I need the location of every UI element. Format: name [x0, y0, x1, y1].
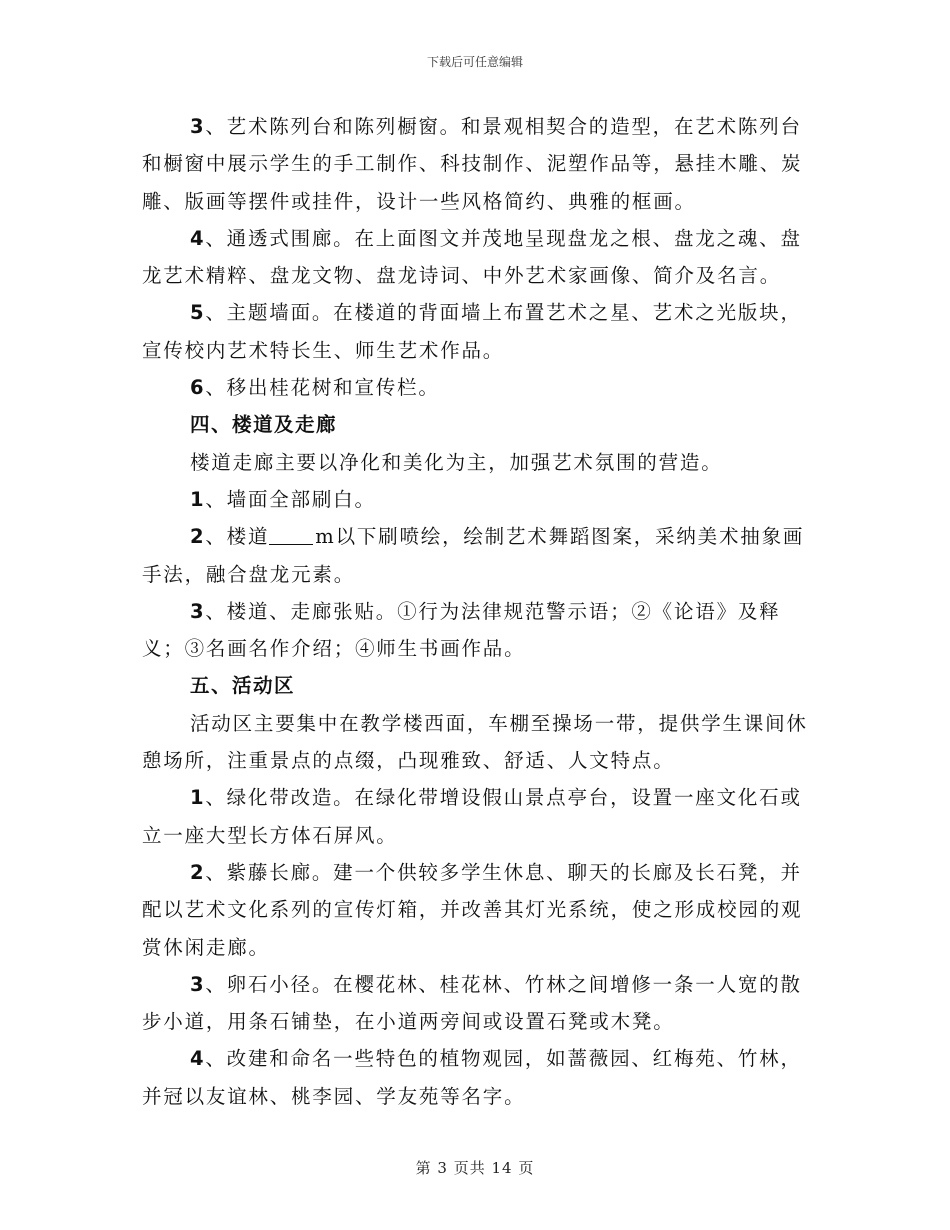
paragraph-text: 、主题墙面。在楼道的背面墙上布置艺术之星、艺术之光版块，宣传校内艺术特长生、师生艺术作品。 — [142, 301, 802, 362]
paragraph-text: 、卵石小径。在樱花林、桂花林、竹林之间增修一条一人宽的散步小道，用条石铺垫，在小道两旁间或设置石凳或木凳。 — [142, 972, 802, 1034]
section-5-item-2 — [142, 854, 817, 966]
section-4-item-2 — [142, 518, 817, 593]
unit-label: m — [315, 525, 336, 549]
item-number: 3 — [190, 972, 206, 996]
paragraph-text: 、通透式围廊。在上面图文并茂地呈现盘龙之根、盘龙之魂、盘龙艺术精粹、盘龙文物、盘龙诗词、中外艺术家画像、简介及名言。 — [142, 226, 802, 288]
paragraph-text: 、楼道 — [205, 525, 270, 549]
paragraph-text: 以下刷喷绘，绘制艺术舞蹈图案，采纳美术抽象画手法，融合盘龙元素。 — [142, 525, 805, 586]
item-number: 1 — [190, 487, 206, 511]
page-number: 第 3 页共 14 页 — [415, 1159, 535, 1177]
paragraph-item-6 — [142, 369, 817, 406]
section-4-intro: 楼道走廊主要以净化和美化为主，加强艺术氛围的营造。 — [190, 450, 723, 474]
paragraph-text: 、艺术陈列台和陈列橱窗。和景观相契合的造型，在艺术陈列台和橱窗中展示学生的手工制作、科技制作、泥塑作品等，悬挂木雕、炭雕、版画等摆件或挂件，设计一些风格简约、典雅的框画。 — [142, 115, 803, 213]
section-4-item-3 — [142, 593, 817, 668]
item-number: 2 — [190, 525, 206, 549]
item-number: 2 — [190, 860, 206, 884]
item-number: 1 — [190, 786, 206, 810]
item-number: 3 — [190, 115, 206, 138]
section-5-item-1 — [142, 779, 817, 854]
paragraph-text: 、楼道、走廊张贴。①行为法律规范警示语；②《论语》及释义；③名画名作介绍；④师生书画作品。 — [142, 599, 781, 661]
section-heading-4: 四、楼道及走廊 — [190, 413, 338, 437]
paragraph-text: 、移出桂花树和宣传栏。 — [205, 376, 440, 400]
paragraph-text: 、紫藤长廊。建一个供较多学生休息、聊天的长廊及长石凳，并配以艺术文化系列的宣传灯箱，并改善其灯光系统，使之形成校园的观赏休闲走廊。 — [142, 860, 803, 959]
section-5-item-4 — [142, 1040, 817, 1115]
paragraph-item-4 — [142, 220, 817, 295]
paragraph-text: 、改建和命名一些特色的植物观园，如蔷薇园、红梅苑、竹林，并冠以友谊林、桃李园、学友苑等名字。 — [142, 1047, 802, 1108]
item-number: 5 — [190, 301, 206, 325]
item-number: 4 — [190, 226, 206, 250]
section-heading-5: 五、活动区 — [190, 674, 296, 698]
paragraph-item-5 — [142, 294, 817, 369]
paragraph-item-3 — [142, 108, 817, 220]
section-5-intro: 活动区主要集中在教学楼西面，车棚至操场一带，提供学生课间休憩场所，注重景点的点缀，凸现雅致、舒适、人文特点。 — [142, 711, 808, 773]
item-number: 6 — [190, 376, 206, 400]
paragraph-text: 、绿化带改造。在绿化带增设假山景点亭台，设置一座文化石或立一座大型长方体石屏风。 — [142, 786, 802, 847]
section-5-item-3 — [142, 966, 817, 1041]
document-body — [142, 108, 817, 1115]
item-number: 3 — [190, 599, 206, 623]
fill-in-blank — [269, 526, 313, 545]
item-number: 4 — [190, 1047, 206, 1071]
page-header: 下载后可任意编辑 — [426, 55, 523, 69]
section-4-item-1 — [142, 481, 817, 518]
paragraph-text: 、墙面全部刷白。 — [205, 487, 376, 511]
